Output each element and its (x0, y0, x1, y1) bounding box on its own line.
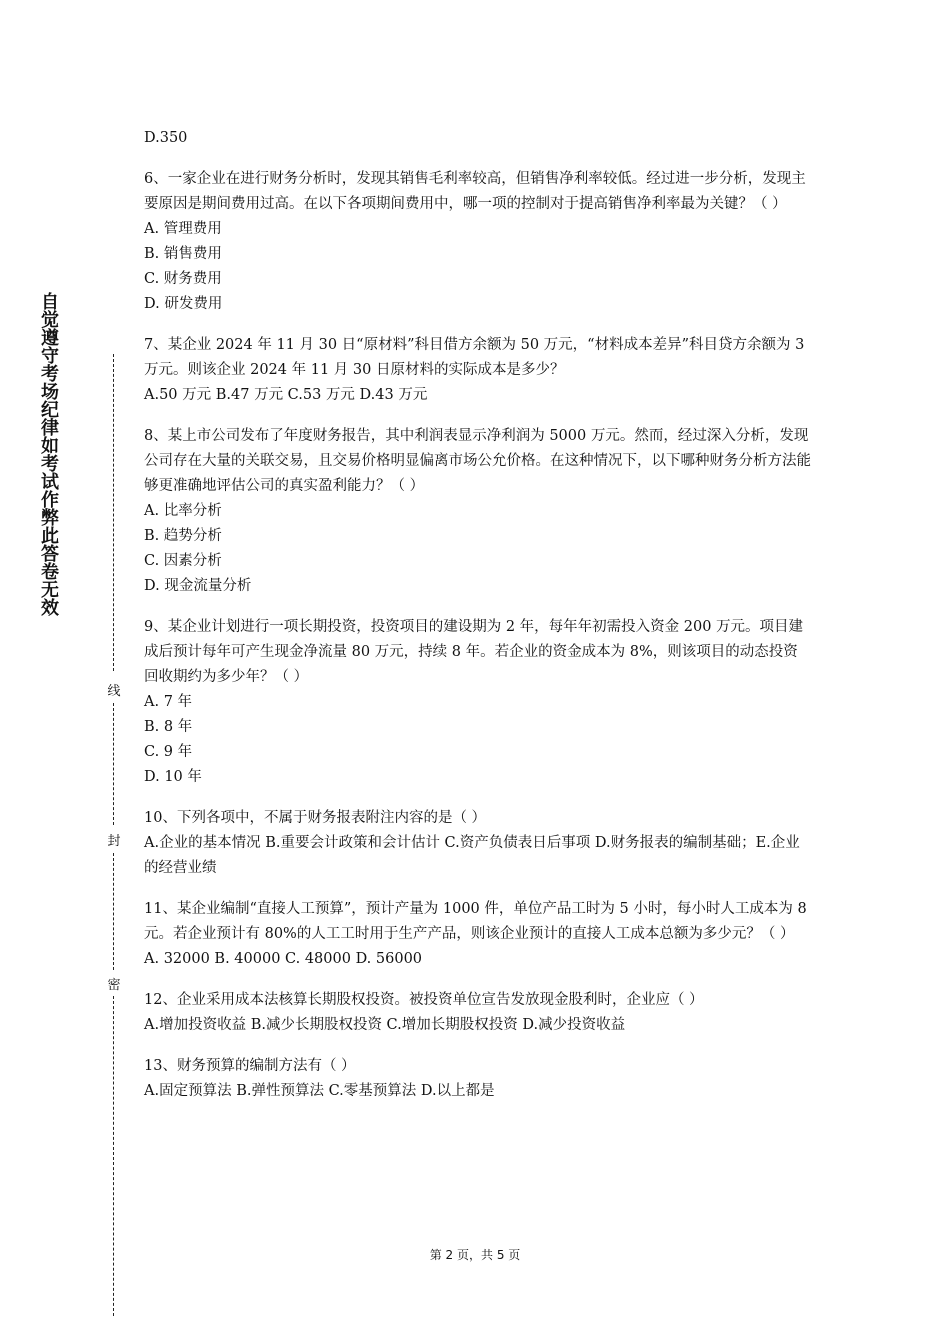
question-stem: 8、某上市公司发布了年度财务报告，其中利润表显示净利润为 5000 万元。然而，经过深入分析，发现公司存在大量的关联交易，且交易价格明显偏离市场公允价格。在这种情况下，以下哪种财务分析方法能够更准确地评估公司的真实盈利能力？（ ） (144, 428, 811, 494)
question-stem: 7、某企业 2024 年 11 月 30 日“原材料”科目借方余额为 50 万元，“材料成本差异”科目贷方余额为 3 万元。则该企业 2024 年 11 月 30 日原材料的实际成本是多少？ (144, 337, 805, 378)
question-stem: 6、一家企业在进行财务分析时，发现其销售毛利率较高，但销售净利率较低。经过进一步分析，发现主要原因是期间费用过高。在以下各项期间费用中，哪一项的控制对于提高销售净利率最为关键？（ ） (144, 171, 806, 212)
question-9 (144, 615, 812, 790)
option-text: B. 8 年 (144, 719, 193, 735)
option-text: D. 研发费用 (144, 296, 223, 312)
previous-question-tail (144, 126, 812, 151)
option-text: B. 趋势分析 (144, 528, 222, 544)
option-text: A.增加投资收益 B.减少长期股权投资 C.增加长期股权投资 D.减少投资收益 (144, 1017, 626, 1033)
question-10 (144, 806, 812, 881)
option-text: A.企业的基本情况 B.重要会计政策和会计估计 C.资产负债表日后事项 D.财务报表的编制基础；E.企业的经营业绩 (144, 835, 800, 876)
option-text: A. 32000 B. 40000 C. 48000 D. 56000 (144, 951, 423, 967)
option-text: B. 销售费用 (144, 246, 222, 262)
binding-dashed-line-segment (113, 354, 114, 671)
question-stem: 9、某企业计划进行一项长期投资，投资项目的建设期为 2 年，每年年初需投入资金 200 万元。项目建成后预计每年可产生现金净流量 80 万元，持续 8 年。若企业的资金成本为 8%，则该项目的动态投资回收期约为多少年？（ ） (144, 619, 804, 685)
option-text: D. 现金流量分析 (144, 578, 252, 594)
binding-dashed-line-segment (113, 853, 114, 970)
question-8 (144, 424, 812, 599)
option-text: A. 比率分析 (144, 503, 222, 519)
question-6 (144, 167, 812, 317)
question-13 (144, 1054, 812, 1104)
binding-mark-line: 线 (107, 684, 121, 699)
question-11 (144, 897, 812, 972)
option-text: A.固定预算法 B.弹性预算法 C.零基预算法 D.以上都是 (144, 1083, 495, 1099)
question-stem: 13、财务预算的编制方法有（ ） (144, 1058, 356, 1074)
option-text: A.50 万元 B.47 万元 C.53 万元 D.43 万元 (144, 387, 428, 403)
option-text: A. 7 年 (144, 694, 193, 710)
binding-mark-seal: 封 (107, 834, 121, 849)
option-text: D.350 (144, 130, 188, 146)
binding-dashed-line-segment (113, 703, 114, 825)
option-text: C. 9 年 (144, 744, 193, 760)
question-7 (144, 333, 812, 408)
option-text: C. 财务费用 (144, 271, 222, 287)
binding-dashed-line-segment (113, 996, 114, 1316)
question-content (144, 126, 812, 1120)
question-stem: 10、下列各项中，不属于财务报表附注内容的是（ ） (144, 810, 487, 826)
option-text: C. 因素分析 (144, 553, 222, 569)
question-stem: 12、企业采用成本法核算长期股权投资。被投资单位宣告发放现金股利时，企业应（ ） (144, 992, 704, 1008)
question-12 (144, 988, 812, 1038)
option-text: A. 管理费用 (144, 221, 222, 237)
exam-discipline-warning: 自觉遵守考场纪律如考试作弊此答卷无效 (38, 292, 59, 616)
option-text: D. 10 年 (144, 769, 202, 785)
question-stem: 11、某企业编制“直接人工预算”，预计产量为 1000 件，单位产品工时为 5 小时，每小时人工成本为 8 元。若企业预计有 80%的人工工时用于生产产品，则该企业预计的直接人工成本总额为多少元？（ ） (144, 901, 807, 942)
page-number-footer: 第 2 页，共 5 页 (429, 1248, 521, 1262)
binding-mark-secret: 密 (107, 978, 121, 993)
